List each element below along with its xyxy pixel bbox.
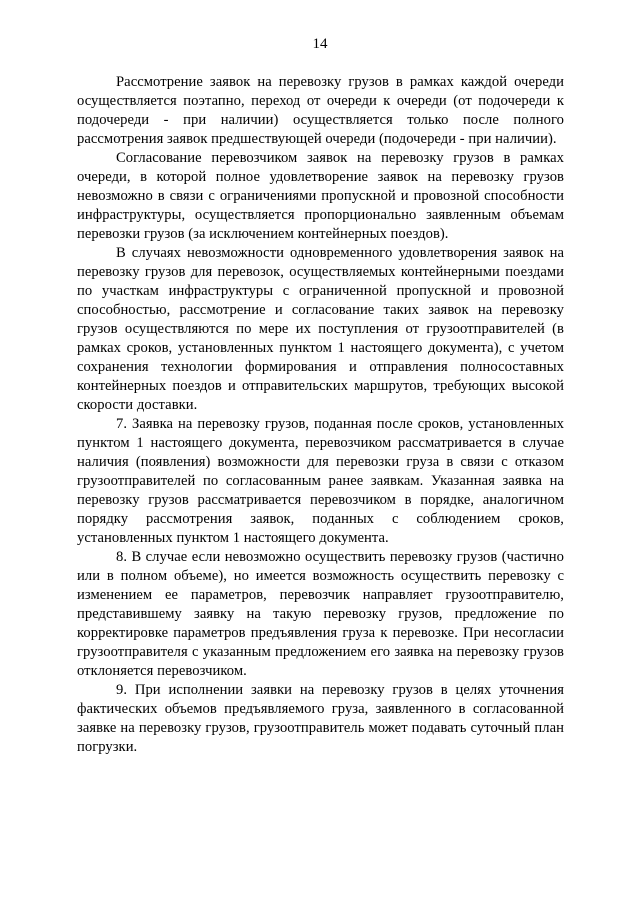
paragraph-review-order: Рассмотрение заявок на перевозку грузов в рамках каждой очереди осуществляется поэтапно, переход от очереди к очереди (от подочереди к подочереди - при наличии) осуществляется только после полного рассмотрения заявок предшествующей очереди (подочереди - при наличии). [77, 74, 564, 147]
paragraph-proportional-approval: Согласование перевозчиком заявок на перевозку грузов в рамках очереди, в которой полное удовлетворение заявок на перевозку грузов невозможно в связи с ограничениями пропускной и провозной способности инфраструктуры, осуществляется пропорционально заявленным объемам перевозки грузов (за исключением контейнерных поездов). [77, 150, 564, 242]
page-number: 14 [312, 36, 328, 52]
paragraph-container-trains: В случаях невозможности одновременного удовлетворения заявок на перевозку грузов для перевозок, осуществляемых контейнерными поездами по участкам инфраструктуры с ограниченной пропускной и провозной способностью, рассмотрение и согласование таких заявок на перевозку грузов осуществляются по мере их поступления от грузоотправителей (в рамках сроков, установленных пунктом 1 настоящего документа), с учетом сохранения технологии формирования и отправления полносоставных контейнерных поездов и отправительских маршрутов, требующих высокой скорости доставки. [77, 245, 564, 413]
paragraph-item-7: 7. Заявка на перевозку грузов, поданная после сроков, установленных пунктом 1 настоящего документа, перевозчиком рассматривается в случае наличия (появления) возможности для перевозки груза в связи с отказом грузоотправителей по согласованным ранее заявкам. Указанная заявка на перевозку грузов рассматривается перевозчиком в порядке, аналогичном порядку рассмотрения заявок, поданных с соблюдением сроков, установленных пунктом 1 настоящего документа. [77, 416, 564, 546]
paragraph-item-9: 9. При исполнении заявки на перевозку грузов в целях уточнения фактических объемов предъявляемого груза, заявленного в согласованной заявке на перевозку грузов, грузоотправитель может подавать суточный план погрузки. [77, 682, 564, 755]
document-body [77, 73, 564, 757]
paragraph-item-8: 8. В случае если невозможно осуществить перевозку грузов (частично или в полном объеме), но имеется возможность осуществить перевозку с изменением ее параметров, перевозчик направляет грузоотправителю, представившему заявку на такую перевозку грузов, предложение по корректировке параметров предъявления груза к перевозке. При несогласии грузоотправителя с указанным предложением его заявка на перевозку грузов отклоняется перевозчиком. [77, 549, 564, 679]
